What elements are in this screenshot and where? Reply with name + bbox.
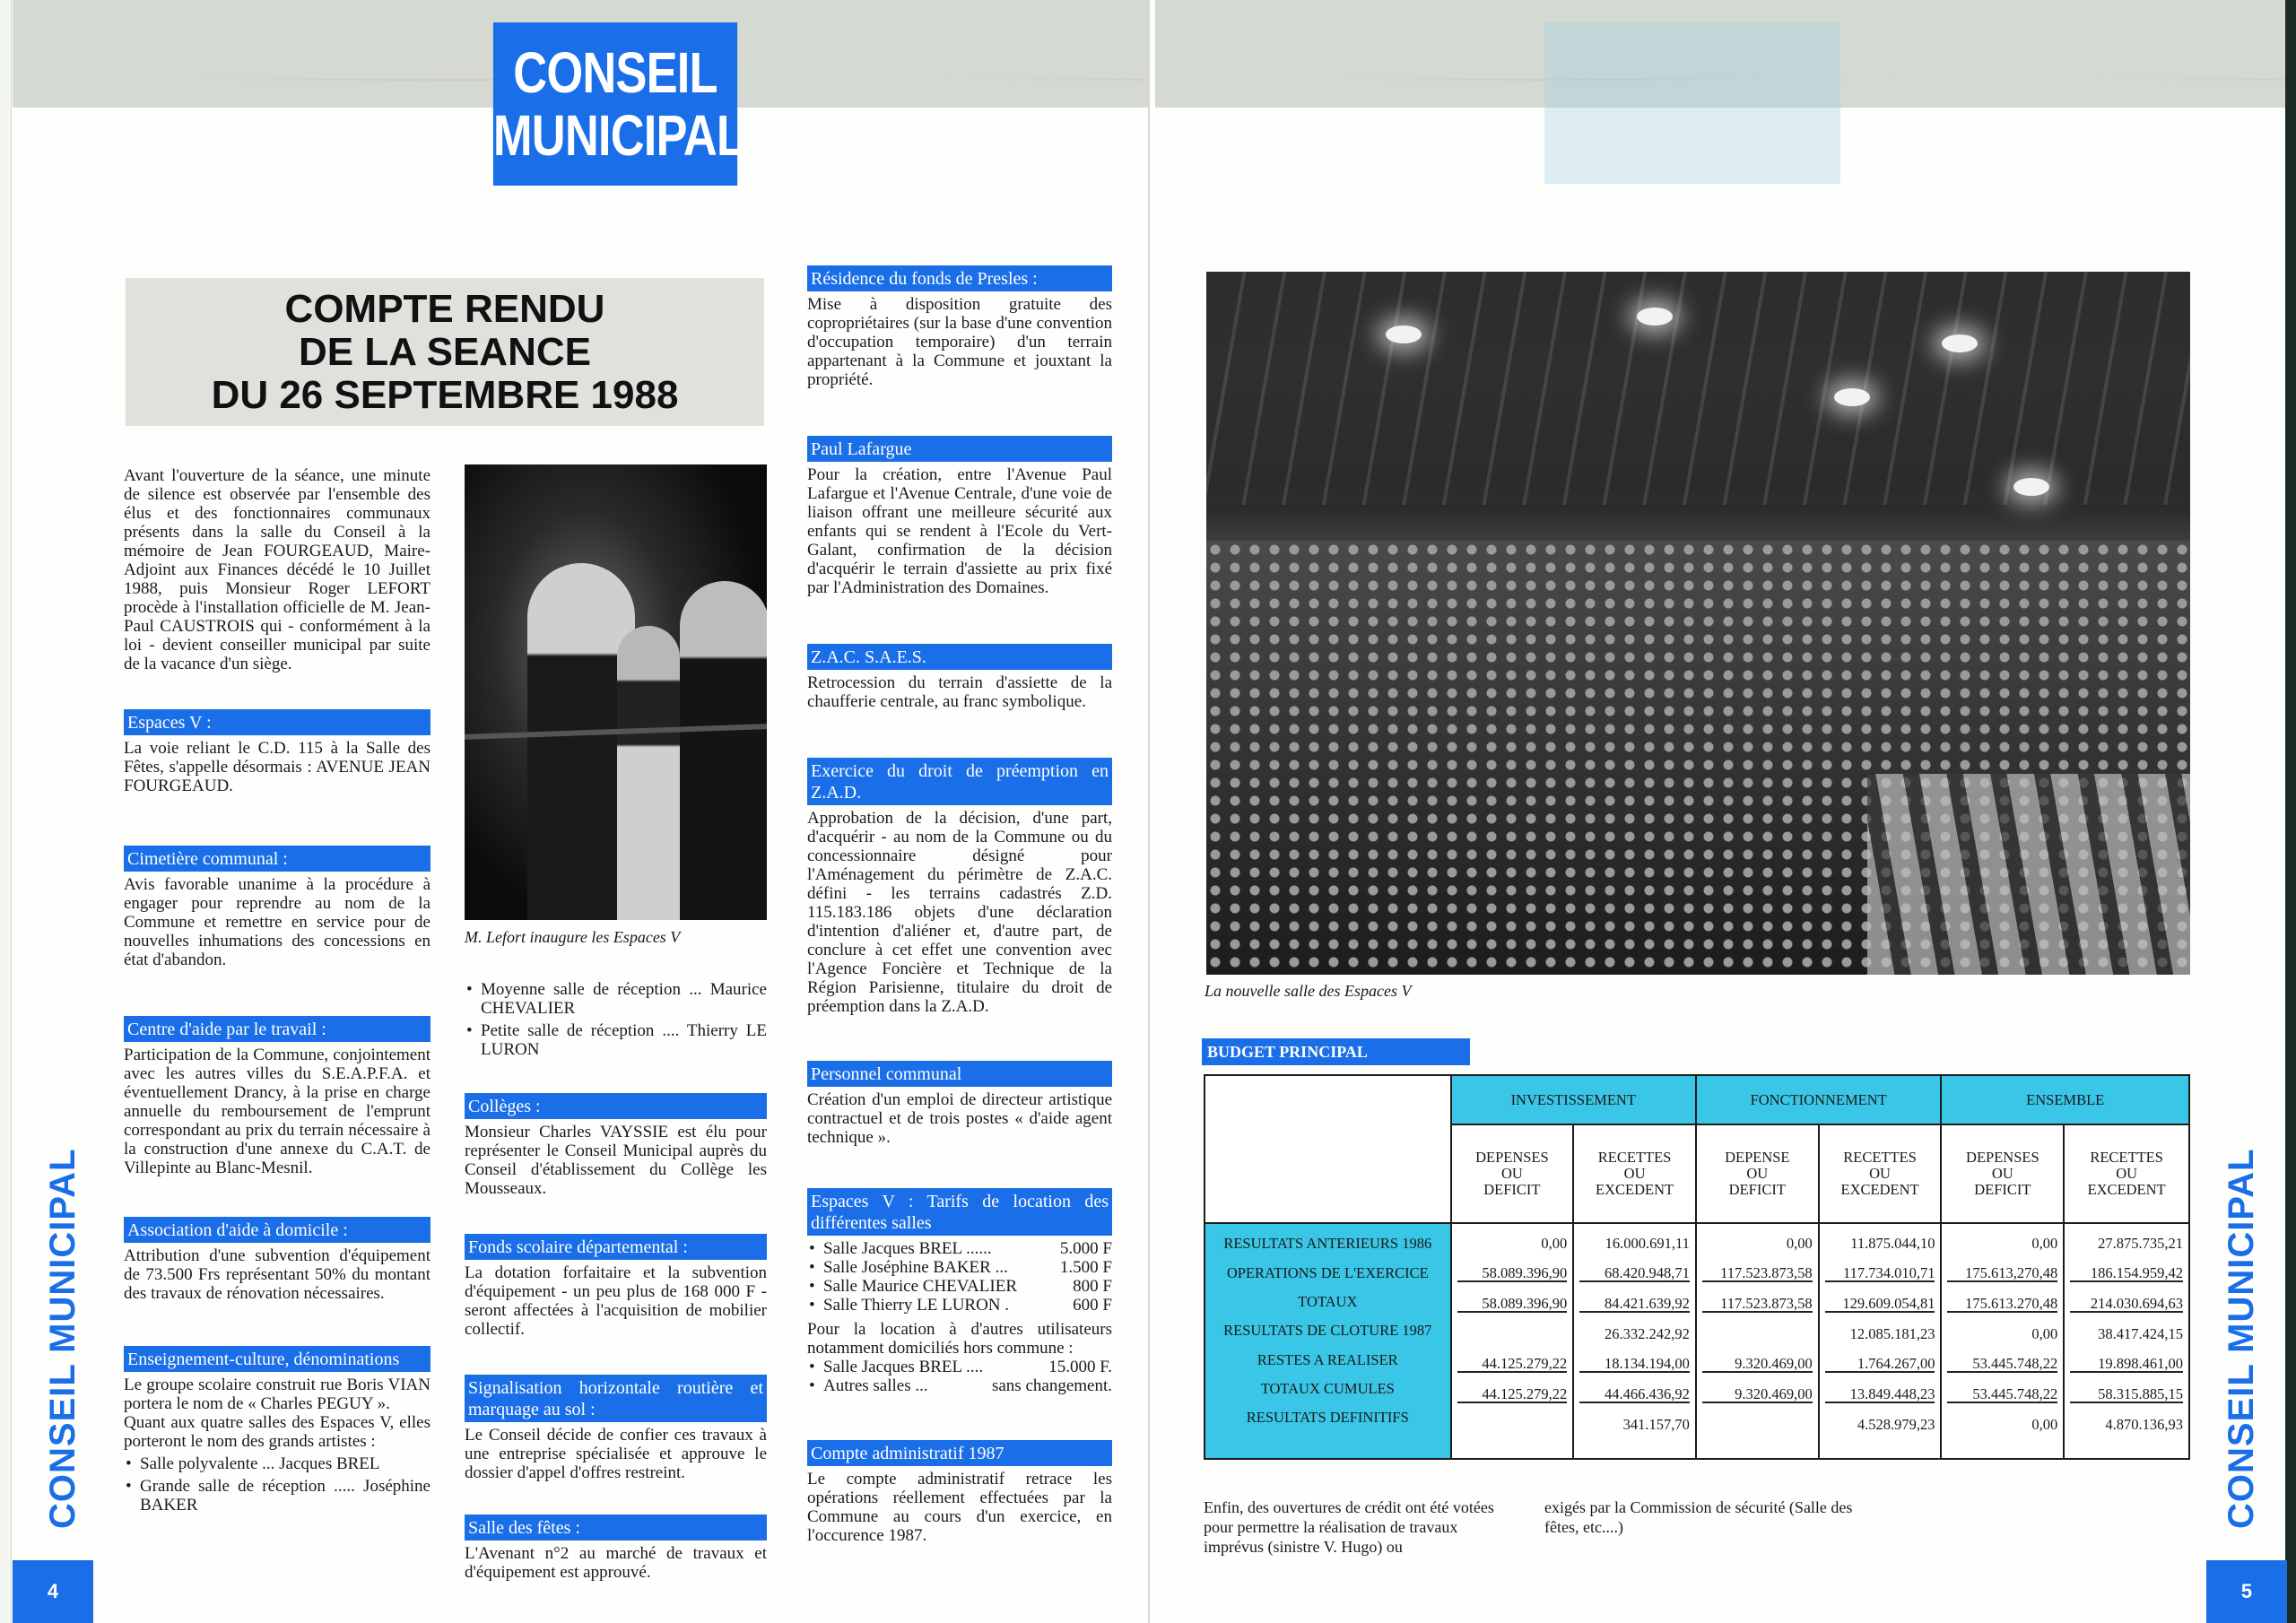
table-cell-value: 0,00: [2031, 1416, 2058, 1433]
subheader-line: OU: [1623, 1165, 1646, 1182]
tarifs-list-external: [807, 1358, 1112, 1395]
table-cell-value: 117.523.873,58: [1702, 1295, 1813, 1313]
row-label: RESULTATS ANTERIEURS 1986: [1223, 1235, 1432, 1252]
table-cell-value: 13.849.448,23: [1825, 1385, 1935, 1403]
photo-inauguration: [465, 464, 767, 920]
section-heading: Espaces V : Tarifs de location des différentes salles: [807, 1188, 1112, 1236]
table-cell-value: 58.089.396,90: [1457, 1295, 1568, 1313]
section-heading: Collèges :: [465, 1093, 767, 1119]
section-tarifs: [807, 1188, 1112, 1395]
section-body: Participation de la Commune, conjointement avec les autres villes du S.E.A.P.F.A. et éventuellement Drancy, à la prise en charge annuelle du remboursement de l'emprunt correspondant au prix du terrain nécessaire à la construction d'une annexe du C.A.T. de Villepinte au Blanc-Mesnil.: [124, 1046, 430, 1177]
budget-body-row: [1205, 1223, 2189, 1459]
table-cell-value: 175.613.270,48: [1947, 1295, 2057, 1313]
list-item: • Petite salle de réception .... Thierry LE LURON: [465, 1021, 767, 1059]
section-body: La dotation forfaitaire et la subvention d'équipement - un peu plus de 168 000 F - seront affectées à l'acquisition de mobilier collectif.: [465, 1263, 767, 1339]
section-compte-administratif: [807, 1440, 1112, 1545]
table-cell-value: 19.898.461,00: [2070, 1355, 2183, 1373]
row-label: RESTES A REALISER: [1257, 1351, 1398, 1368]
section-body: Le groupe scolaire construit rue Boris VIAN portera le nom de « Charles PEGUY ».: [124, 1376, 430, 1413]
section-body: Approbation de la décision, d'une part, d'acquérir - au nom de la Commune ou du concessionnaire désigné pour l'Aménagement du périmètre de Z.A.C. défini - les terrains cadastrés Z.D. 115.183.186 objets d'une déclaration d'intention d'aliéner et, d'autre part, de conclure à cet effet une convention avec l'Agence Foncière et Technique de la Région Parisienne, titulaire du droit de préemption dans la Z.A.D.: [807, 809, 1112, 1016]
tarif-price: 800 F: [1073, 1277, 1112, 1296]
report-title-line-3: DU 26 SEPTEMBRE 1988: [211, 372, 679, 417]
section-heading: Exercice du droit de préemption en Z.A.D.: [807, 758, 1112, 805]
row-label: TOTAUX: [1298, 1293, 1358, 1310]
section-cimetiere: [124, 846, 430, 969]
table-cell-value: 16.000.691,11: [1605, 1235, 1690, 1252]
table-cell-value: [1702, 1416, 1813, 1445]
budget-table: [1204, 1074, 2190, 1460]
page-right: [1148, 0, 2296, 1623]
subheader-cell: [1573, 1124, 1696, 1223]
budget-label: BUDGET PRINCIPAL: [1202, 1038, 1470, 1065]
table-cell-value: 26.332.242,92: [1605, 1325, 1690, 1342]
subheader-line: DEPENSES: [1966, 1149, 2039, 1166]
table-cell-value: 12.085.181,23: [1849, 1325, 1935, 1342]
page-edge: [2285, 0, 2296, 1623]
section-signalisation: [465, 1375, 767, 1482]
tarif-row: [807, 1358, 1112, 1376]
section-body: Attribution d'une subvention d'équipement de 73.500 Frs représentant 50% du montant des travaux de rénovation nécessaires.: [124, 1246, 430, 1303]
table-cell-value: 1.764.267,00: [1825, 1355, 1935, 1373]
report-title-line-2: DE LA SEANCE: [299, 329, 591, 374]
section-title-box: [492, 22, 745, 186]
table-cell-value: 44.125.279,22: [1457, 1355, 1568, 1373]
section-body: Mise à disposition gratuite des copropriétaires (sur la base d'une convention d'occupation temporaire) d'un terrain appartenant à la Commune et jouxtant la propriété.: [807, 295, 1112, 389]
subheader-line: OU: [2116, 1165, 2138, 1182]
table-cell-value: 68.420.948,71: [1579, 1264, 1690, 1282]
section-personnel: [807, 1061, 1112, 1147]
closing-text-left: Enfin, des ouvertures de crédit ont été votées pour permettre la réalisation de travaux imprévus (sinistre V. Hugo) ou: [1204, 1498, 1494, 1556]
section-zac-saes: [807, 644, 1112, 711]
value-column: [1941, 1223, 2064, 1459]
section-association: [124, 1217, 430, 1303]
tarif-row: [807, 1296, 1112, 1315]
page-number-right: 5: [2206, 1560, 2287, 1623]
tarif-name: • Salle Maurice CHEVALIER: [823, 1277, 1017, 1296]
section-salle-fetes: [465, 1515, 767, 1582]
photo-caption: M. Lefort inaugure les Espaces V: [465, 928, 681, 946]
section-preemption: [807, 758, 1112, 1016]
subheader-line: DEPENSE: [1725, 1149, 1790, 1166]
subheader-cell: [1451, 1124, 1574, 1223]
side-label-left: CONSEIL MUNICIPAL: [43, 1148, 83, 1529]
page-number-left: 4: [13, 1560, 93, 1623]
table-cell-value: 84.421.639,92: [1579, 1295, 1690, 1313]
report-title-box: [126, 278, 764, 426]
tarif-row: [807, 1239, 1112, 1258]
section-body: Création d'un emploi de directeur artistique contractuel et de trois postes « d'aide agent technique ».: [807, 1090, 1112, 1147]
salles-list-continued: [465, 980, 767, 1059]
list-item: • Moyenne salle de réception ... Maurice CHEVALIER: [465, 980, 767, 1018]
table-cell-value: 18.134.194,00: [1579, 1355, 1690, 1373]
title-line-2: MUNICIPAL: [492, 103, 745, 168]
closing-text-right: exigés par la Commission de sécurité (Salle des fêtes, etc....): [1544, 1498, 1853, 1536]
section-heading: Signalisation horizontale routière et marquage au sol :: [465, 1375, 767, 1422]
section-body: Pour la création, entre l'Avenue Paul Lafargue et l'Avenue Centrale, d'une voie de liaison offrant une meilleure sécurité aux enfants qui se rendent à l'Ecole du Vert-Galant, confirmation de la décision d'acquérir le terrain d'assiette au prix fixé par l'Administration des Domaines.: [807, 465, 1112, 597]
table-cell-value: 9.320.469,00: [1702, 1385, 1813, 1403]
subheader-line: OU: [1869, 1165, 1891, 1182]
table-cell-value: [1702, 1325, 1813, 1355]
subheader-line: EXCEDENT: [2087, 1181, 2166, 1198]
list-item: • Salle polyvalente ... Jacques BREL: [124, 1454, 430, 1473]
section-heading: Salle des fêtes :: [465, 1515, 767, 1541]
row-labels: [1205, 1223, 1451, 1459]
table-cell-value: 117.523.873,58: [1702, 1264, 1813, 1282]
intro-paragraph: Avant l'ouverture de la séance, une minute de silence est observée par l'ensemble des élus et des fonctionnaires communaux présents dans la salle du Conseil à la mémoire de Jean FOURGEAUD, Maire-Adjoint aux Finances décédé le 10 Juillet 1988, puis Monsieur Roger LEFORT procède à l'installation officielle de M. Jean-Paul CAUSTROIS qui - conformément à la loi - devient conseiller municipal par suite de la vacance d'un siège.: [124, 466, 430, 673]
section-body: Retrocession du terrain d'assiette de la chaufferie centrale, au franc symbolique.: [807, 673, 1112, 711]
tarif-name: • Salle Jacques BREL ....: [823, 1358, 984, 1376]
title-line-1: CONSEIL: [513, 40, 718, 105]
tarif-name: • Salle Thierry LE LURON .: [823, 1296, 1010, 1315]
subheader-line: RECETTES: [2090, 1149, 2163, 1166]
subheader-line: RECETTES: [1597, 1149, 1672, 1166]
tarif-price: 600 F: [1073, 1296, 1112, 1315]
section-body: La voie reliant le C.D. 115 à la Salle des Fêtes, s'appelle désormais : AVENUE JEAN FOURGEAUD.: [124, 739, 430, 795]
subheader-cell: [1696, 1124, 1819, 1223]
table-cell-value: 53.445.748,22: [1947, 1355, 2057, 1373]
tarif-row: [807, 1376, 1112, 1395]
row-label: OPERATIONS DE L'EXERCICE: [1226, 1264, 1429, 1281]
value-column: [2064, 1223, 2189, 1459]
show-through-box: [1544, 22, 1840, 184]
subheader-line: RECETTES: [1843, 1149, 1917, 1166]
table-cell-value: 214.030.694,63: [2070, 1295, 2183, 1313]
subheader-cell: [2064, 1124, 2189, 1223]
section-heading: Compte administratif 1987: [807, 1440, 1112, 1466]
section-heading: Centre d'aide par le travail :: [124, 1016, 430, 1042]
tarif-name: • Salle Jacques BREL ......: [823, 1239, 992, 1258]
table-cell-value: 129.609.054,81: [1825, 1295, 1935, 1313]
table-cell-value: 58.315.885,15: [2070, 1385, 2183, 1403]
tarif-row: [807, 1277, 1112, 1296]
table-cell-value: 186.154.959,42: [2070, 1264, 2183, 1282]
section-body: Monsieur Charles VAYSSIE est élu pour représenter le Conseil Municipal auprès du Conseil d'établissement du Collège les Mousseaux.: [465, 1123, 767, 1198]
subheader-line: EXCEDENT: [1596, 1181, 1674, 1198]
subheader-line: OU: [1746, 1165, 1769, 1182]
photo-caption: La nouvelle salle des Espaces V: [1205, 982, 1412, 1000]
section-heading: Z.A.C. S.A.E.S.: [807, 644, 1112, 670]
section-paul-lafargue: [807, 436, 1112, 597]
table-cell-value: 4.870.136,93: [2105, 1416, 2183, 1433]
table-cell-value: 0,00: [2031, 1325, 2058, 1342]
table-cell-value: 11.875.044,10: [1850, 1235, 1935, 1252]
section-heading: Fonds scolaire départemental :: [465, 1234, 767, 1260]
table-cell-value: [1457, 1325, 1568, 1355]
row-label: TOTAUX CUMULES: [1260, 1380, 1395, 1397]
group-header: ENSEMBLE: [1941, 1075, 2189, 1124]
column-1: [124, 466, 430, 1518]
section-heading: Association d'aide à domicile :: [124, 1217, 430, 1243]
section-body: Avis favorable unanime à la procédure à engager pour reprendre au nom de la Commune et remettre en service pour de nouvelles inhumations des concessions en état d'abandon.: [124, 875, 430, 969]
subheader-line: OU: [1500, 1165, 1523, 1182]
group-header: FONCTIONNEMENT: [1696, 1075, 1942, 1124]
section-body: Le compte administratif retrace les opérations réellement effectuées par la Commune au cours d'un exercice, en l'occurence 1987.: [807, 1470, 1112, 1545]
table-cell-value: 117.734.010,71: [1825, 1264, 1935, 1282]
tarifs-list: [807, 1239, 1112, 1315]
table-cell-value: 341.157,70: [1622, 1416, 1690, 1433]
tarif-price: 1.500 F: [1059, 1258, 1112, 1277]
section-fonds-scolaire: [465, 1234, 767, 1339]
row-label: RESULTATS DE CLOTURE 1987: [1223, 1322, 1432, 1339]
table-cell-value: 9.320.469,00: [1702, 1355, 1813, 1373]
table-corner: [1205, 1075, 1451, 1223]
section-body-2: Quant aux quatre salles des Espaces V, elles porteront le nom des grands artistes :: [124, 1413, 430, 1451]
table-cell-value: 4.528.979,23: [1857, 1416, 1935, 1433]
column-2: [465, 980, 767, 1582]
photo-assembly-hall: [1206, 272, 2190, 975]
subheader-line: OU: [1991, 1165, 2013, 1182]
row-label: RESULTATS DEFINITIFS: [1246, 1409, 1409, 1426]
value-column: [1696, 1223, 1819, 1459]
table-cell-value: [1457, 1416, 1568, 1445]
value-column: [1451, 1223, 1574, 1459]
tarif-name: • Autres salles ...: [823, 1376, 928, 1395]
subheader-line: DEPENSES: [1475, 1149, 1549, 1166]
section-centre-aide: [124, 1016, 430, 1177]
section-heading: Cimetière communal :: [124, 846, 430, 872]
tarif-row: [807, 1258, 1112, 1277]
value-column: [1819, 1223, 1942, 1459]
tarif-name: • Salle Joséphine BAKER ...: [823, 1258, 1008, 1277]
side-label-right: CONSEIL MUNICIPAL: [2222, 1148, 2261, 1529]
table-cell-value: 53.445.748,22: [1947, 1385, 2057, 1403]
page-edge: [0, 0, 12, 1623]
subheader-line: EXCEDENT: [1840, 1181, 1919, 1198]
section-heading: Paul Lafargue: [807, 436, 1112, 462]
section-espaces-v: [124, 709, 430, 795]
subheader-line: DEFICIT: [1728, 1181, 1786, 1198]
table-cell-value: 175.613,270,48: [1947, 1264, 2057, 1282]
tarif-price: 5.000 F: [1059, 1239, 1112, 1258]
table-cell-value: 38.417.424,15: [2098, 1325, 2183, 1342]
column-3: [807, 265, 1112, 1545]
section-body: L'Avenant n°2 au marché de travaux et d'équipement est approuvé.: [465, 1544, 767, 1582]
value-column: [1573, 1223, 1696, 1459]
section-colleges: [465, 1093, 767, 1198]
salles-list: [124, 1454, 430, 1515]
subheader-line: DEFICIT: [1483, 1181, 1541, 1198]
section-body: Pour la location à d'autres utilisateurs notamment domiciliés hors commune :: [807, 1320, 1112, 1358]
section-residence-presles: [807, 265, 1112, 389]
section-enseignement: [124, 1346, 430, 1515]
tarif-price: sans changement.: [991, 1376, 1112, 1395]
report-title-line-1: COMPTE RENDU: [284, 286, 605, 331]
list-item: • Grande salle de réception ..... Joséphine BAKER: [124, 1477, 430, 1515]
table-cell-value: 44.466.436,92: [1579, 1385, 1690, 1403]
subheader-cell: [1941, 1124, 2064, 1223]
section-heading: Résidence du fonds de Presles :: [807, 265, 1112, 291]
table-cell-value: 44.125.279,22: [1457, 1385, 1568, 1403]
table-cell-value: 58.089.396,90: [1457, 1264, 1568, 1282]
section-heading: Personnel communal: [807, 1061, 1112, 1087]
table-cell-value: 0,00: [1786, 1235, 1813, 1252]
subheader-cell: [1819, 1124, 1942, 1223]
section-heading: Espaces V :: [124, 709, 430, 735]
section-heading: Enseignement-culture, dénominations: [124, 1346, 430, 1372]
table-cell-value: 0,00: [2031, 1235, 2058, 1252]
subheader-line: DEFICIT: [1974, 1181, 2031, 1198]
section-body: Le Conseil décide de confier ces travaux à une entreprise spécialisée et approuve le dossier d'appel d'offres restreint.: [465, 1426, 767, 1482]
tarif-price: 15.000 F.: [1048, 1358, 1112, 1376]
table-cell-value: 27.875.735,21: [2098, 1235, 2183, 1252]
table-cell-value: 0,00: [1541, 1235, 1568, 1252]
group-header: INVESTISSEMENT: [1451, 1075, 1696, 1124]
